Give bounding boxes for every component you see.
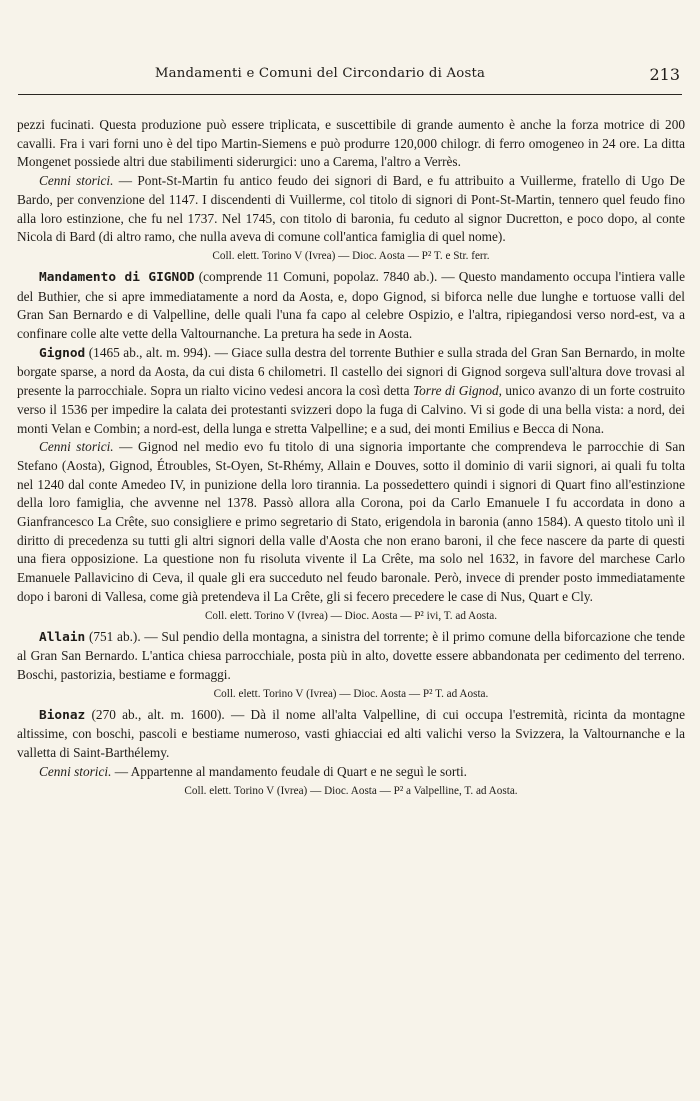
history-label: Cenni storici. bbox=[39, 173, 114, 189]
header-rule bbox=[18, 94, 682, 95]
section-heading: Mandamento di GIGNOD bbox=[39, 269, 195, 285]
entry-italic: Torre di Gignod bbox=[412, 383, 499, 399]
electoral-note: Coll. elett. Torino V (Ivrea) — Dioc. Aosta — P² T. ad Aosta. bbox=[213, 687, 489, 700]
entry-text: (1465 ab., alt. m. 994). — Giace sulla destra del torrente Buthier e sulla strada del Gran San Bernardo, in molte borgate sparse, a nord da Aosta, da cui dista 6 chilometri. Il castello dei signori di Gignod sorgeva sull'altura dove trovasi al presente la parrocchiale. Sopra un rialto vicino vedesi ancora la così detta bbox=[17, 344, 685, 399]
header-title: Mandamenti e Comuni del Circondario di Aosta bbox=[154, 66, 486, 81]
paragraph-gignod bbox=[17, 344, 685, 439]
entry-text: (751 ab.). — Sul pendio della montagna, a sinistra del torrente; è il primo comune della biforcazione che tende al Gran San Bernardo. L'antica chiesa parrocchiale, posta più in alto, dovette essere abbandonata per cedimento del terreno. Boschi, pastorizia, bestiame e formaggi. bbox=[17, 628, 685, 682]
paragraph-allain bbox=[17, 628, 685, 685]
page-body bbox=[17, 116, 685, 803]
history-text: — Pont-St-Martin fu antico feudo dei signori di Bard, e fu attribuito a Vuillerme, fratello di Ugo De Bardo, per convenzione del 1147. I discendenti di Vuillerme, col titolo di signori di Pont-St-Martin, tennero quel feudo fino alla loro estinzione, che fu nel 1737. Nel 1745, con titolo di baronia, fu ceduto al signor Ducretton, e poco dopo, al conte Nicola di Bard (di altro ramo, che nulla aveva di comune coll'antica famiglia di quel nome). bbox=[17, 173, 685, 245]
running-header bbox=[18, 66, 682, 88]
entry-text: (270 ab., alt. m. 1600). — Dà il nome all'alta Valpelline, di cui occupa l'estremità, ricinta da montagne altissime, con boschi, pascoli e bestiame numeroso, vasti ghiacciai ed alti valichi verso la Svizzera, la Valtournanche e la valletta di Saint-Barthélemy. bbox=[17, 706, 685, 761]
paragraph-bionaz bbox=[17, 706, 685, 763]
paragraph-bionaz-history bbox=[17, 763, 685, 782]
entry-text-continued: , unico avanzo di un forte costruito verso il 1536 per impedire la calata dei protestanti svizzeri dopo la fuga di Calvino. Vi si gode di una bella vista: a nord, dei monti Velan e Combin; a nord-est, della lunga e stretta Valpelline; e a sud, dei monti Emilius e Becca di Nona. bbox=[17, 383, 686, 436]
electoral-note: Coll. elett. Torino V (Ivrea) — Dioc. Aosta — P² ivi, T. ad Aosta. bbox=[204, 609, 498, 622]
history-label: Cenni storici. bbox=[39, 763, 112, 779]
section-text: (comprende 11 Comuni, popolaz. 7840 ab.). — Questo mandamento occupa l'intiera valle del Buthier, che si apre immediatamente a nord da Aosta, e, dopo Gignod, si biforca nelle due lunghe e tortuose valli del Gran San Bernardo e di Valpelline, delle quali l'una fa capo al celebre Ospizio, e l'altra, ripiegandosi verso nord-est, va a confinare colle alte vette della Valtournanche. La pretura ha sede in Aosta. bbox=[17, 268, 685, 342]
entry-heading: Bionaz bbox=[39, 707, 86, 723]
page-number: 213 bbox=[649, 65, 680, 84]
history-text: — Appartenne al mandamento feudale di Quart e ne seguì le sorti. bbox=[111, 763, 467, 779]
entry-heading: Gignod bbox=[39, 345, 86, 361]
paragraph-pont-st-martin-industry: pezzi fucinati. Questa produzione può essere triplicata, e suscettibile di grande aumento è anche la forza motrice di 200 cavalli. Fra i vari forni uno è del tipo Martin-Siemens e può produrre 120,000 chilogr. di ferro omogeneo in 24 ore. La ditta Mongenet possiede altri due stabilimenti siderurgici: uno a Carema, l'altro a Verrès. bbox=[17, 117, 685, 170]
paragraph-gignod-history bbox=[17, 438, 685, 606]
history-label: Cenni storici. bbox=[39, 439, 114, 455]
entry-heading: Allain bbox=[39, 629, 86, 645]
paragraph-pont-st-martin-history bbox=[17, 172, 685, 247]
electoral-note: Coll. elett. Torino V (Ivrea) — Dioc. Aosta — P² a Valpelline, T. ad Aosta. bbox=[184, 784, 518, 797]
history-text: — Gignod nel medio evo fu titolo di una signoria importante che comprendeva le parrocchie di San Stefano (Aosta), Gignod, Étroubles, St-Oyen, St-Rhémy, Allain e Douves, sotto il dominio di varii signori, ai quali fu tolta nel 1240 dal conte Amedeo IV, in punizione della loro tirannia. La possedettero quindi i signori di Quart fino all'estinzione della loro famiglia, che avvenne nel 1378. Passò allora alla Corona, poi da Carlo Emanuele I fu accordata in dono a Gianfrancesco La Crête, suo consigliere e primo segretario di Stato, erigendola in baronia (anno 1584). A questo titolo unì il diritto di precedenza su tutti gli altri signori della valle d'Aosta che non erano baroni, il che fece nascere da parte di questi una fiera opposizione. La questione non fu risoluta vivente il La Crête, ma solo nel 1632, in favore del marchese Carlo Emanuele Pallavicino di Ceva, il quale gli era succeduto nel feudo baronale. Però, invece di prender posto immediatamente dopo i baroni di Vallesa, come già pretendeva il La Crête, gli si fecero precedere le case di Nus, Quart e Cly. bbox=[17, 439, 685, 604]
paragraph-mandamento-gignod bbox=[17, 268, 685, 344]
electoral-note: Coll. elett. Torino V (Ivrea) — Dioc. Aosta — P² T. e Str. ferr. bbox=[212, 249, 490, 262]
